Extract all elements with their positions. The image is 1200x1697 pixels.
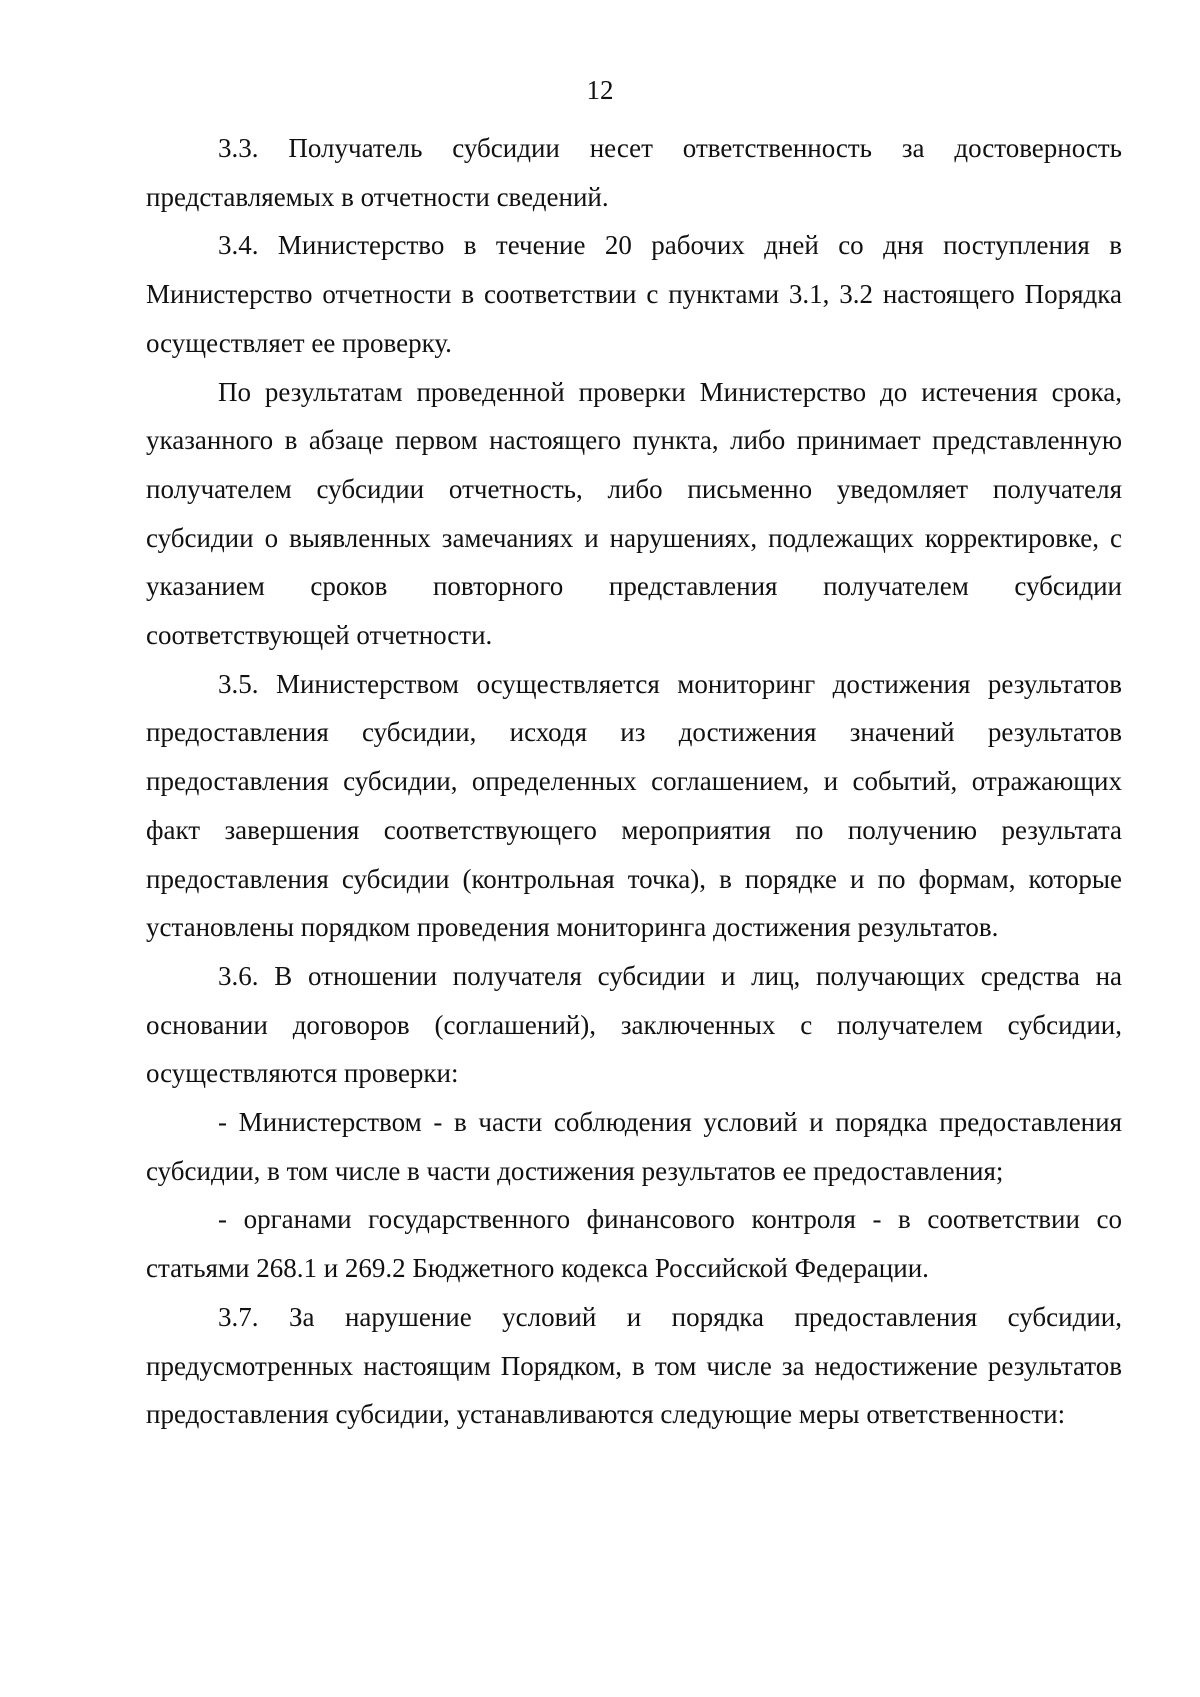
paragraph-3-4-review: По результатам проведенной проверки Министерство до истечения срока, указанного в абзаце первом настоящего пункта, либо принимает представленную получателем субсидии отчетность, либо письменно уведомляет получателя субсидии о выявленных замечаниях и нарушениях, подлежащих корректировке, с указанием сроков повторного представления получателем субсидии соответствующей отчетности. — [146, 376, 1122, 651]
paragraph-3-5: 3.5. Министерством осуществляется мониторинг достижения результатов предоставления субсидии, исходя из достижения значений результатов предоставления субсидии, определенных соглашением, и событий, отражающих факт завершения соответствующего мероприятия по получению результата предоставления субсидии (контрольная точка), в порядке и по формам, которые установлены порядком проведения мониторинга достижения результатов. — [146, 668, 1122, 943]
paragraph-3-6: 3.6. В отношении получателя субсидии и лиц, получающих средства на основании договоров (соглашений), заключенных с получателем субсидии, осуществляются проверки: — [146, 960, 1122, 1089]
paragraph-3-7: 3.7. За нарушение условий и порядка предоставления субсидии, предусмотренных настоящим Порядком, в том числе за недостижение результатов предоставления субсидии, устанавливаются следующие меры ответственности: — [146, 1301, 1122, 1430]
list-item-ministry-checks: - Министерством - в части соблюдения условий и порядка предоставления субсидии, в том числе в части достижения результатов ее предоставления; — [146, 1107, 1122, 1186]
document-body — [146, 124, 1122, 1439]
page-number: 12 — [586, 75, 614, 105]
list-item-financial-control: - органами государственного финансового контроля - в соответствии со статьями 268.1 и 269.2 Бюджетного кодекса Российской Федерации. — [146, 1204, 1122, 1284]
paragraph-3-3: 3.3. Получатель субсидии несет ответственность за достоверность представляемых в отчетности сведений. — [146, 133, 1122, 212]
paragraph-3-4: 3.4. Министерство в течение 20 рабочих дней со дня поступления в Министерство отчетности в соответствии с пунктами 3.1, 3.2 настоящего Порядка осуществляет ее проверку. — [146, 230, 1122, 358]
